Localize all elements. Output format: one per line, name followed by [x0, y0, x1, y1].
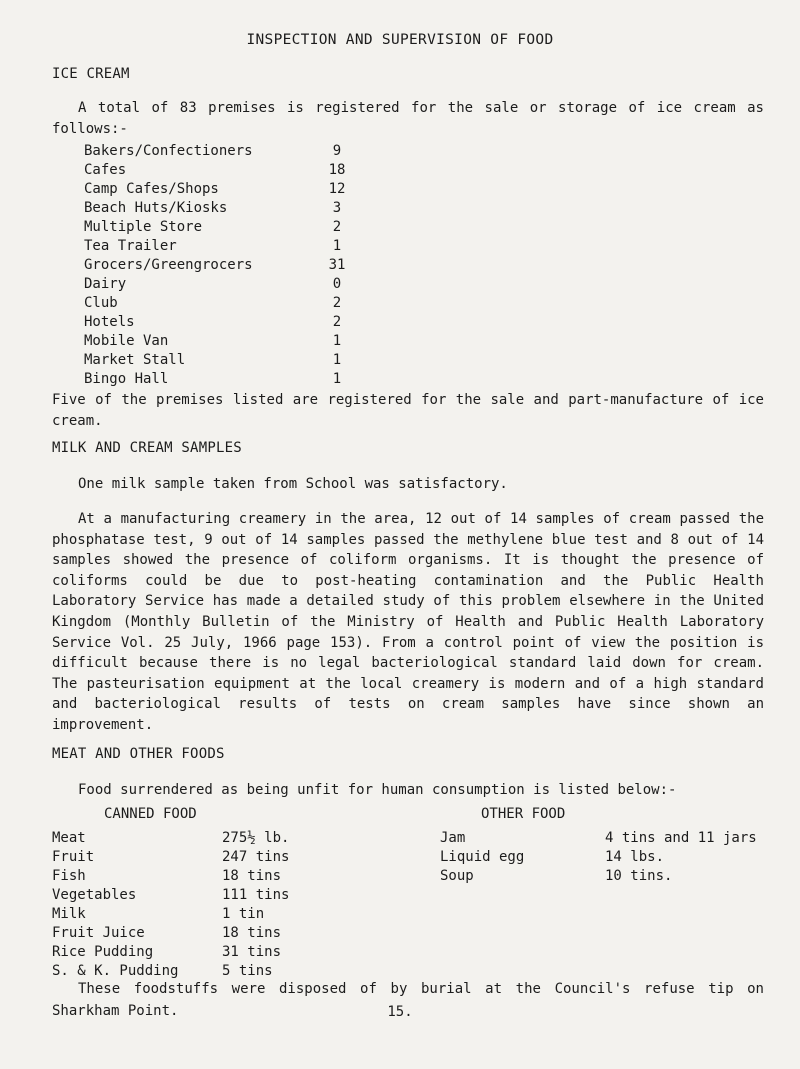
- food-quantity: 1 tin: [222, 906, 265, 922]
- food-item: Soup: [440, 868, 474, 884]
- premises-count: 2: [332, 314, 342, 330]
- meat-intro: Food surrendered as being unfit for human consumption is listed below:-: [78, 782, 677, 798]
- premises-count: 1: [332, 371, 342, 387]
- premises-count: 0: [332, 276, 342, 292]
- food-item: Fruit Juice: [52, 925, 145, 941]
- food-quantity: 31 tins: [222, 944, 282, 960]
- food-item: Liquid egg: [440, 849, 525, 865]
- premises-type: Bingo Hall: [84, 371, 169, 387]
- food-row: [440, 867, 770, 886]
- premises-count: 1: [332, 238, 342, 254]
- premises-row: [84, 351, 352, 370]
- premises-row: [84, 218, 352, 237]
- food-item: Jam: [440, 830, 466, 846]
- food-item: S. & K. Pudding: [52, 963, 179, 979]
- premises-count: 31: [328, 257, 346, 273]
- food-row: [52, 905, 352, 924]
- premises-count: 12: [328, 181, 346, 197]
- premises-count: 3: [332, 200, 342, 216]
- food-quantity: 5 tins: [222, 963, 273, 979]
- page-number: 15.: [387, 1004, 413, 1020]
- food-quantity: 247 tins: [222, 849, 290, 865]
- ice-cream-closing: Five of the premises listed are registered for the sale and part-manufacture of ice cream.: [52, 392, 764, 429]
- food-item: Milk: [52, 906, 86, 922]
- premises-row: [84, 180, 352, 199]
- premises-row: [84, 332, 352, 351]
- premises-count: 2: [332, 219, 342, 235]
- food-item: Rice Pudding: [52, 944, 154, 960]
- food-quantity: 4 tins and 11 jars: [605, 830, 757, 846]
- premises-count: 9: [332, 143, 342, 159]
- other-food-heading: OTHER FOOD: [481, 806, 566, 822]
- food-quantity: 18 tins: [222, 868, 282, 884]
- premises-type: Mobile Van: [84, 333, 169, 349]
- milk-heading: MILK AND CREAM SAMPLES: [52, 440, 242, 456]
- premises-type: Multiple Store: [84, 219, 203, 235]
- food-row: [52, 848, 352, 867]
- ice-cream-heading: ICE CREAM: [52, 66, 130, 82]
- premises-count: 1: [332, 333, 342, 349]
- food-quantity: 275½ lb.: [222, 830, 290, 846]
- premises-type: Cafes: [84, 162, 127, 178]
- food-row: [52, 886, 352, 905]
- food-item: Fish: [52, 868, 86, 884]
- premises-row: [84, 237, 352, 256]
- premises-type: Market Stall: [84, 352, 186, 368]
- food-row: [440, 848, 770, 867]
- food-quantity: 111 tins: [222, 887, 290, 903]
- premises-type: Camp Cafes/Shops: [84, 181, 219, 197]
- food-quantity: 18 tins: [222, 925, 282, 941]
- premises-row: [84, 199, 352, 218]
- food-row: [52, 943, 352, 962]
- food-item: Fruit: [52, 849, 95, 865]
- premises-type: Hotels: [84, 314, 135, 330]
- premises-count: 2: [332, 295, 342, 311]
- premises-count: 18: [328, 162, 346, 178]
- food-item: Vegetables: [52, 887, 137, 903]
- food-row: [52, 867, 352, 886]
- canned-food-list: [52, 829, 352, 981]
- premises-count: 1: [332, 352, 342, 368]
- premises-type: Bakers/Confectioners: [84, 143, 253, 159]
- canned-food-heading: CANNED FOOD: [104, 806, 197, 822]
- premises-type: Tea Trailer: [84, 238, 177, 254]
- food-row: [440, 829, 770, 848]
- food-quantity: 14 lbs.: [605, 849, 665, 865]
- premises-row: [84, 275, 352, 294]
- meat-heading: MEAT AND OTHER FOODS: [52, 746, 225, 762]
- premises-row: [84, 370, 352, 389]
- milk-para-1: One milk sample taken from School was satisfactory.: [78, 476, 508, 492]
- food-row: [52, 924, 352, 943]
- premises-type: Grocers/Greengrocers: [84, 257, 253, 273]
- milk-para-2: At a manufacturing creamery in the area, 12 out of 14 samples of cream passed the phosphatase test, 9 out of 14 samples passed the methylene blue test and 8 out of 14 samples showed the presence of coliform organisms. It is thought the presence of coliforms could be due to post-heating contamination and the Public Health Laboratory Service has made a detailed study of this problem elsewhere in the United Kingdom (Monthly Bulletin of the Ministry of Health and Public Health Laboratory Service Vol. 25 July, 1966 page 153). From a control point of view the position is difficult because there is no legal bacteriological standard laid down for cream. The pasteurisation equipment at the local creamery is modern and of a high standard and bacteriological results of tests on cream samples have since shown an improvement.: [52, 511, 764, 733]
- premises-list: [84, 142, 352, 389]
- ice-cream-intro: A total of 83 premises is registered for the sale or storage of ice cream as follows:-: [52, 100, 764, 137]
- premises-row: [84, 313, 352, 332]
- premises-row: [84, 142, 352, 161]
- premises-row: [84, 294, 352, 313]
- food-quantity: 10 tins.: [605, 868, 673, 884]
- page-title: INSPECTION AND SUPERVISION OF FOOD: [246, 32, 554, 48]
- other-food-list: [440, 829, 770, 886]
- food-item: Meat: [52, 830, 86, 846]
- meat-closing: These foodstuffs were disposed of by burial at the Council's refuse tip on Sharkham Point.: [52, 981, 764, 1019]
- premises-row: [84, 161, 352, 180]
- premises-type: Club: [84, 295, 118, 311]
- premises-row: [84, 256, 352, 275]
- premises-type: Dairy: [84, 276, 127, 292]
- food-row: [52, 829, 352, 848]
- premises-type: Beach Huts/Kiosks: [84, 200, 228, 216]
